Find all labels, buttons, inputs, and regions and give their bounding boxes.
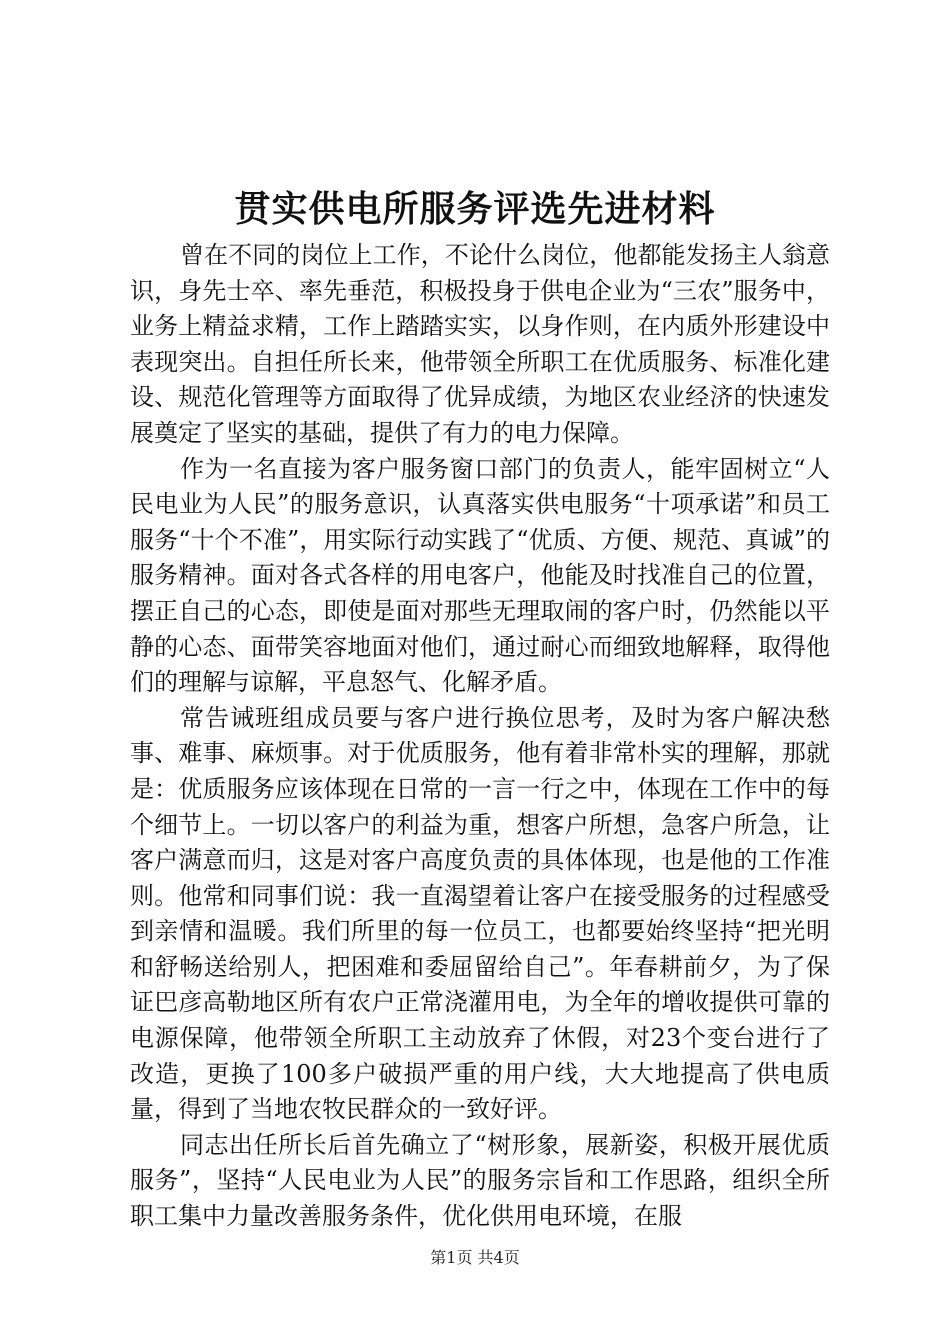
paragraph-1: 曾在不同的岗位上工作，不论什么岗位，他都能发扬主人翁意识，身先士卒、率先垂范，积极投身于供电企业为“三农”服务中，业务上精益求精，工作上踏踏实实，以身作则，在内质外形建设中表现突出。自担任所长来，他带领全所职工在优质服务、标准化建设、规范化管理等方面取得了优异成绩，为地区农业经济的快速发展奠定了坚实的基础，提供了有力的电力保障。 [130,241,830,447]
page-number-footer: 第1页 共4页 [430,1248,520,1267]
paragraph-2: 作为一名直接为客户服务窗口部门的负责人，能牢固树立“人民电业为人民”的服务意识，认真落实供电服务“十项承诺”和员工服务“十个不准”，用实际行动实践了“优质、方便、规范、真诚”的服务精神。面对各式各样的用电客户，他能及时找准自己的位置，摆正自己的心态，即使是面对那些无理取闹的客户时，仍然能以平静的心态、面带笑容地面对他们，通过耐心而细致地解释，取得他们的理解与谅解，平息怒气、化解矛盾。 [130,454,830,697]
document-body [130,238,830,1235]
paragraph-3: 常告诫班组成员要与客户进行换位思考，及时为客户解决愁事、难事、麻烦事。对于优质服务，他有着非常朴实的理解，那就是：优质服务应该体现在日常的一言一行之中，体现在工作中的每个细节上。一切以客户的利益为重，想客户所想，急客户所急，让客户满意而归，这是对客户高度负责的具体体现，也是他的工作准则。他常和同事们说：我一直渴望着让客户在接受服务的过程感受到亲情和温暖。我们所里的每一位员工，也都要始终坚持“把光明和舒畅送给别人，把困难和委屈留给自己”。年春耕前夕，为了保证巴彦高勒地区所有农户正常浇灌用电，为全年的增收提供可靠的电源保障，他带领全所职工主动放弃了休假，对23个变台进行了改造，更换了100多户破损严重的用户线，大大地提高了供电质量，得到了当地农牧民群众的一致好评。 [130,703,830,1124]
paragraph-4: 同志出任所长后首先确立了“树形象，展新姿，积极开展优质服务”，坚持“人民电业为人民”的服务宗旨和工作思路，组织全所职工集中力量改善服务条件，优化供用电环境，在服 [130,1130,830,1231]
document-title: 贯实供电所服务评选先进材料 [234,188,716,230]
